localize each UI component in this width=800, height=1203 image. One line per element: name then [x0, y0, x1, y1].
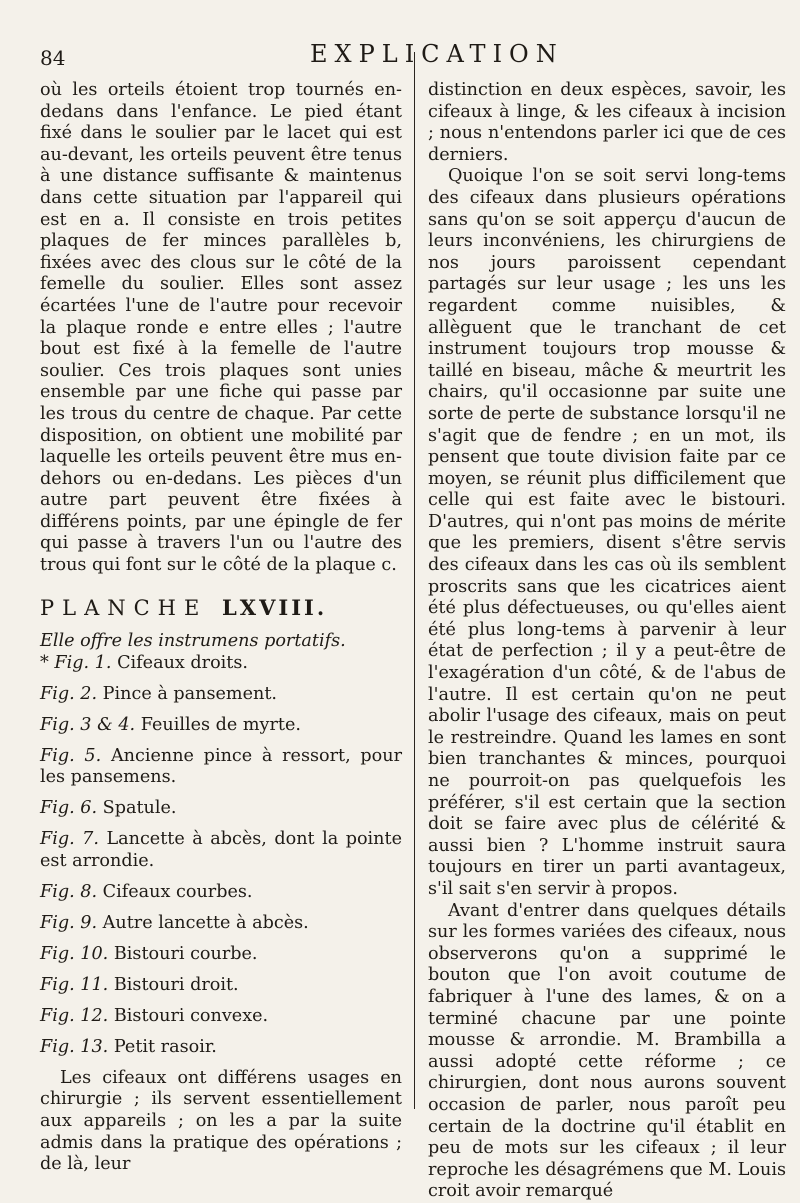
- figure-text: Cifeaux droits.: [117, 652, 248, 673]
- figure-label: Fig. 3 & 4.: [40, 714, 136, 735]
- figure-label: Fig. 5.: [40, 745, 102, 766]
- figure-label: Fig. 13.: [40, 1036, 109, 1057]
- figure-text: Spatule.: [102, 798, 177, 819]
- figure-text: Feuilles de myrte.: [140, 714, 301, 735]
- running-title: EXPLICATION: [310, 40, 564, 68]
- page-number: 84: [40, 46, 66, 70]
- left-paragraph: où les orteils étoient trop tournés en-dedans dans l'enfance. Le pied étant fixé dans le soulier par le lacet qui est au-devant, les orteils peuvent être tenus à une distance suffisante & maintenus dans cette situation par l'appareil qui est en a. Il consiste en trois petites plaques de fer minces parallèles b, fixées avec des clous sur le côté de la femelle du soulier. Elles sont assez écartées l'une de l'autre pour recevoir la plaque ronde e entre elles ; l'autre bout est fixé à la femelle de l'autre soulier. Ces trois plaques sont unies ensemble par une fiche qui passe par les trous du centre de chaque. Par cette disposition, on obtient une mobilité par laquelle les orteils peuvent être mus en-dehors ou en-dedans. Les pièces d'un autre part peuvent être fixées à différens points, par une épingle de fer qui passe à travers l'un ou l'autre des trous qui font sur le côté de la plaque c.: [40, 80, 402, 576]
- figure-item: [40, 798, 402, 820]
- page-header: [40, 38, 760, 78]
- figure-text: Pince à pansement.: [102, 683, 278, 704]
- figure-item: [40, 653, 402, 675]
- figure-text: Bistouri droit.: [113, 974, 239, 995]
- figure-label: Fig. 6.: [40, 798, 98, 819]
- figure-text: Bistouri courbe.: [113, 943, 258, 964]
- right-paragraph-1: distinction en deux espèces, savoir, les cifeaux à linge, & les cifeaux à incision ; nous n'entendons parler ici que de ces derniers.: [428, 80, 786, 165]
- figure-item: [40, 882, 402, 904]
- figure-label: Fig. 7.: [40, 829, 99, 850]
- left-column: [40, 80, 402, 1176]
- plate-heading: [40, 594, 402, 620]
- column-divider: [414, 52, 415, 1109]
- figure-text: Cifeaux courbes.: [102, 881, 253, 902]
- figure-item: [40, 913, 402, 935]
- figure-text: Autre lancette à abcès.: [102, 912, 309, 933]
- figure-label: Fig. 2.: [40, 683, 98, 704]
- figure-text: Lancette à abcès, dont la pointe est arrondie.: [40, 829, 402, 871]
- figure-item: [40, 975, 402, 997]
- plate-number: LXVIII.: [222, 594, 328, 620]
- figure-label: Fig. 11.: [40, 974, 109, 995]
- figure-text: Bistouri convexe.: [113, 1005, 269, 1026]
- plate-word: PLANCHE: [40, 595, 208, 620]
- right-paragraph-3: Avant d'entrer dans quelques détails sur les formes variées des cifeaux, nous observerons qu'on a supprimé le bouton que l'on avoit coutume de fabriquer à l'une des lames, & on a terminé chacune par une pointe mousse & arrondie. M. Brambilla a aussi adopté cette réforme ; ce chirurgien, dont nous aurons souvent occasion de parler, nous paroît peu certain de la doctrine qu'il établit en peu de mots sur les cifeaux ; il leur reproche les désagrémens que M. Louis croit avoir remarqué: [428, 900, 786, 1202]
- figure-list: [40, 653, 402, 1059]
- figure-label: * Fig. 1.: [40, 652, 112, 673]
- figure-item: [40, 944, 402, 966]
- left-closing-paragraph: Les cifeaux ont différens usages en chirurgie ; ils servent essentiellement aux appareils ; on les a par la suite admis dans la pratique des opérations ; de là, leur: [40, 1067, 402, 1175]
- figure-label: Fig. 12.: [40, 1005, 109, 1026]
- right-column: [428, 80, 786, 1203]
- figure-item: [40, 746, 402, 789]
- figure-text: Petit rasoir.: [113, 1036, 217, 1057]
- figure-item: [40, 1037, 402, 1059]
- plate-subtitle: Elle offre les instrumens portatifs.: [40, 631, 346, 652]
- figure-label: Fig. 8.: [40, 881, 98, 902]
- figure-item: [40, 829, 402, 872]
- figure-label: Fig. 9.: [40, 912, 98, 933]
- right-paragraph-2: Quoique l'on se soit servi long-tems des cifeaux dans plusieurs opérations sans qu'on se soit apperçu d'aucun de leurs inconvéniens, les chirurgiens de nos jours paroissent cependant partagés sur leur usage ; les uns les regardent comme nuisibles, & allèguent que le tranchant de cet instrument toujours trop mousse & taillé en biseau, mâche & meurtrit les chairs, qu'il occasionne par suite une sorte de perte de substance lorsqu'il ne s'agit que de fendre ; en un mot, ils pensent que toute division faite par ce moyen, se réunit plus difficilement que celle qui est faite avec le bistouri. D'autres, qui n'ont pas moins de mérite que les premiers, disent s'être servis des cifeaux dans les cas où ils semblent proscrits sans que les cicatrices aient été plus défectueuses, ou qu'elles aient été plus long-tems à parvenir à leur état de perfection ; il y a peut-être de l'exagération d'un côté, & de l'abus de l'autre. Il est certain qu'on ne peut abolir l'usage des cifeaux, mais on peut le restreindre. Quand les lames en sont bien tranchantes & minces, pourquoi ne pourroit-on pas quelquefois les préférer, s'il est certain que la section doit se faire avec plus de célérité & aussi bien ? L'homme instruit saura toujours en tirer un parti avantageux, s'il sait s'en servir à propos.: [428, 166, 786, 899]
- figure-text: Ancienne pince à ressort, pour les pansemens.: [40, 745, 402, 788]
- figure-label: Fig. 10.: [40, 943, 109, 964]
- figure-item: [40, 715, 402, 737]
- figure-item: [40, 684, 402, 706]
- figure-item: [40, 1006, 402, 1028]
